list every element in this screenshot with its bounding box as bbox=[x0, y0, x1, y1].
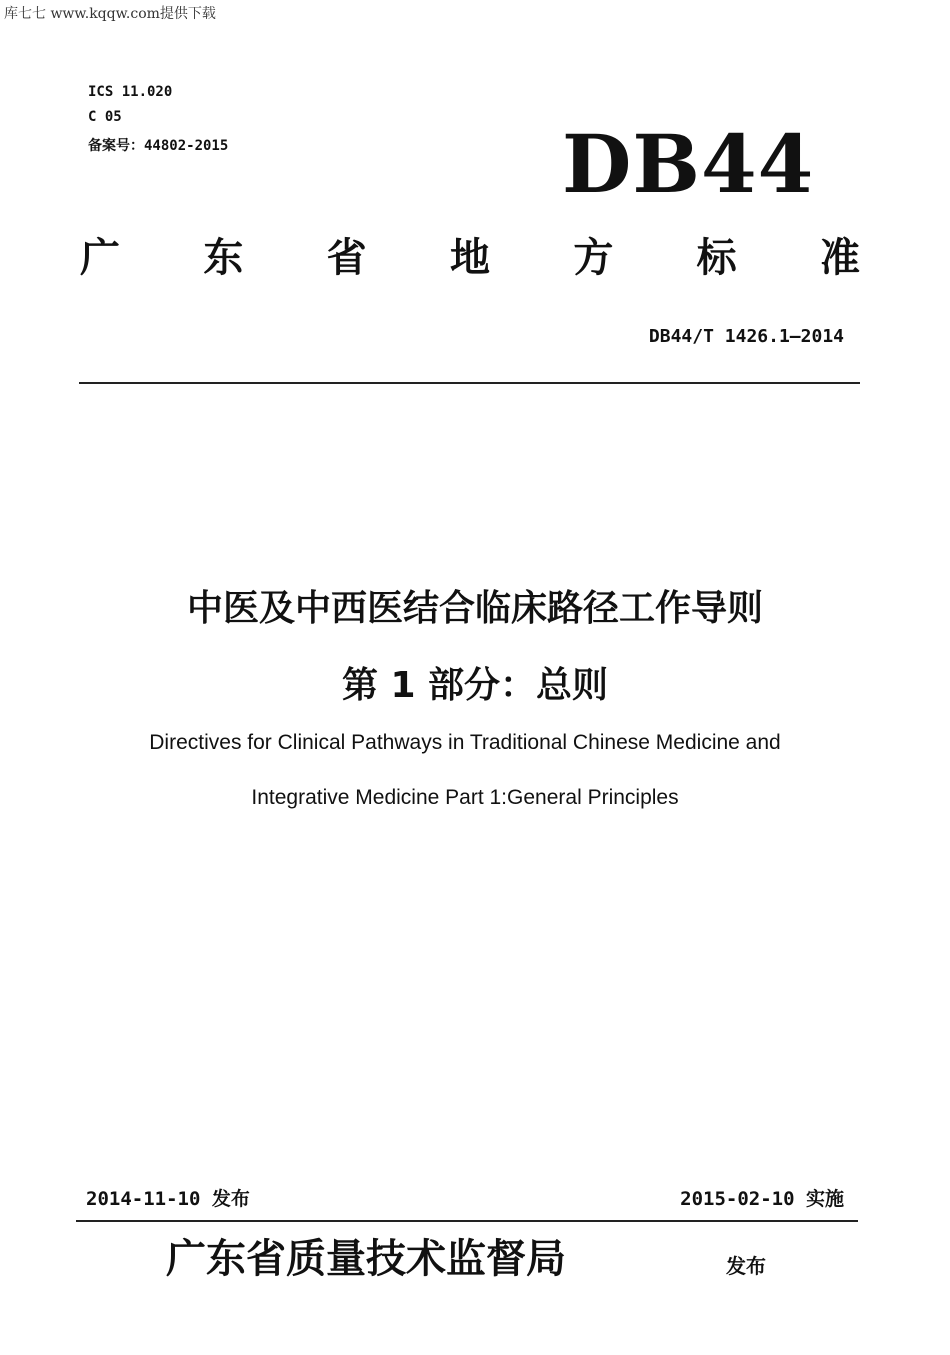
watermark-text: 库七七 www.kqqw.com提供下载 bbox=[4, 6, 216, 22]
issuing-authority: 广东省质量技术监督局 bbox=[166, 1235, 566, 1282]
standard-kind-char: 地 bbox=[449, 235, 490, 281]
standard-kind-char: 标 bbox=[696, 235, 737, 281]
standard-kind-char: 东 bbox=[203, 235, 244, 281]
standard-kind-char: 准 bbox=[819, 235, 860, 281]
implementation-date: 2015-02-10 实施 bbox=[680, 1188, 844, 1210]
db44-logo: DB44 bbox=[562, 117, 815, 211]
title-english-line2: Integrative Medicine Part 1:General Principles bbox=[251, 786, 679, 809]
standard-kind-heading bbox=[80, 234, 860, 282]
standard-kind-char: 省 bbox=[326, 235, 367, 281]
footer-divider bbox=[76, 1220, 858, 1222]
title-chinese-part: 第 1 部分：总则 bbox=[341, 665, 609, 706]
ccs-code: C 05 bbox=[88, 109, 122, 125]
standard-kind-char: 广 bbox=[80, 235, 120, 281]
header-divider bbox=[79, 382, 860, 384]
title-english-line1: Directives for Clinical Pathways in Traditional Chinese Medicine and bbox=[149, 731, 781, 754]
title-chinese-main: 中医及中西医结合临床路径工作导则 bbox=[186, 588, 763, 629]
standard-kind-char: 方 bbox=[573, 235, 614, 281]
issue-date: 2014-11-10 发布 bbox=[86, 1188, 250, 1210]
standard-number: DB44/T 1426.1—2014 bbox=[648, 326, 844, 347]
ics-code: ICS 11.020 bbox=[88, 84, 173, 100]
filing-number: 备案号：44802-2015 bbox=[88, 138, 229, 154]
issue-label: 发布 bbox=[726, 1254, 766, 1278]
